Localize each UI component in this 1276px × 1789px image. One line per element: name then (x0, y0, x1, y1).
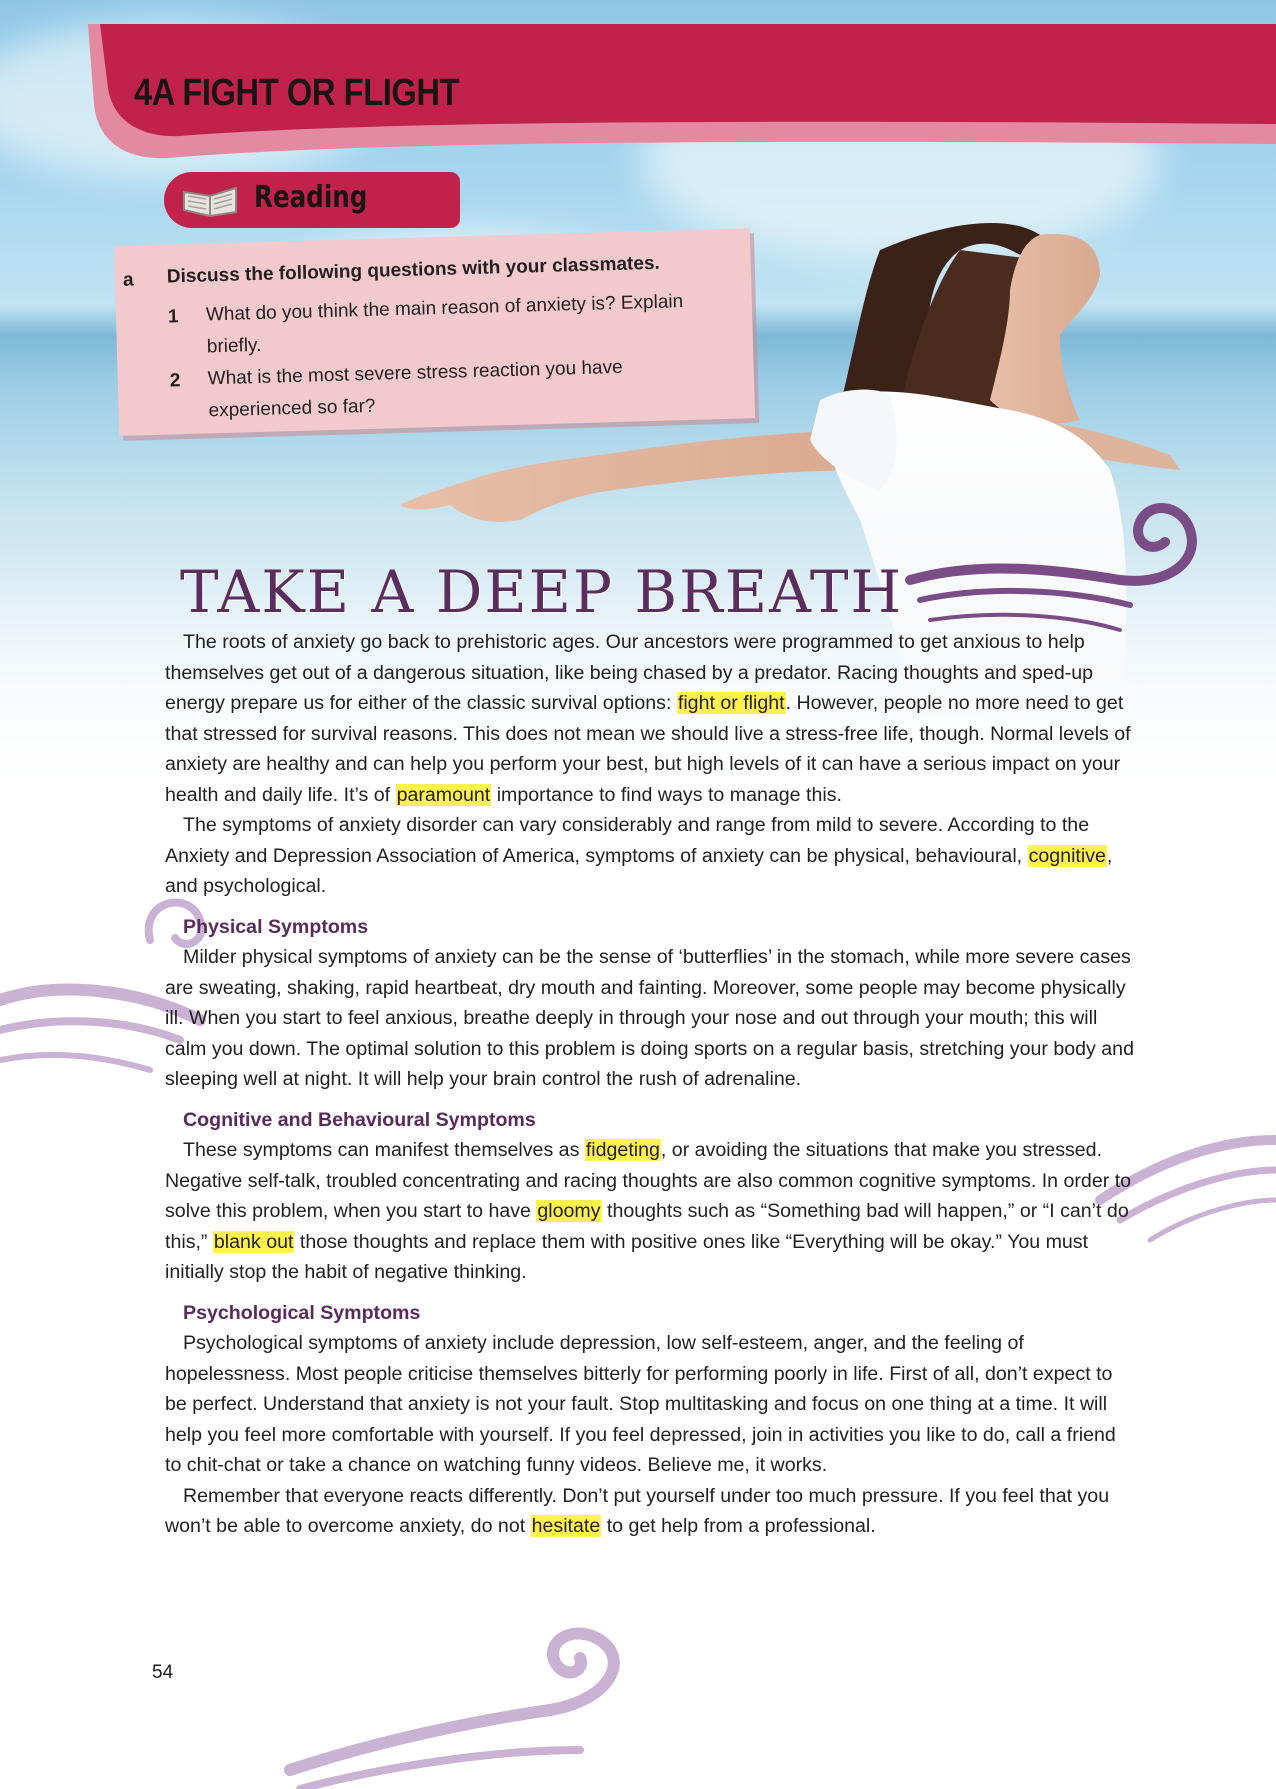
section-label: Reading (254, 180, 368, 215)
vocabulary-highlight: fight or flight (677, 692, 785, 714)
paragraph-text: importance to find ways to manage this. (491, 783, 842, 806)
article-paragraph: Psychological symptoms of anxiety include depression, low self-esteem, anger, and the feeling of hopelessness. Most people criticise themselves bitterly for performing poorly in life. First of all, don’t expect to be perfect. Understand that anxiety is not your fault. Stop multitasking and focus on one thing at a time. It will help you feel more comfortable with yourself. If you feel depressed, join in activities you like to do, call a friend to chit-chat or take a chance on watching funny videos. Believe me, it works. (165, 1332, 1116, 1476)
vocabulary-highlight: gloomy (537, 1200, 601, 1222)
book-icon (180, 182, 240, 218)
subheading-physical: Physical Symptoms (183, 915, 369, 938)
exercise-letter: a (122, 269, 134, 291)
paragraph-text: Remember that everyone reacts differently. Don’t put yourself under too much pressure. If you feel that you won’t be able to overcome anxiety, do not (165, 1484, 1110, 1537)
vocabulary-highlight: paramount (396, 783, 491, 806)
article-paragraph (165, 1135, 1135, 1288)
exercise-heading: Discuss the following questions with your classmates. (166, 252, 661, 288)
paragraph-text: The symptoms of anxiety disorder can vary considerably and range from mild to severe. According to the Anxiety and Depression Association of America, symptoms of anxiety can be physical, behavioural, (165, 814, 1090, 867)
vocabulary-highlight: fidgeting (585, 1139, 660, 1161)
article-paragraph (165, 810, 1135, 902)
paragraph-text: , or avoiding the situations that make you stressed. Negative self-talk, troubled concentrating and racing thoughts are also common cognitive symptoms. In order to solve this problem, when you start to have (165, 1139, 1132, 1222)
paragraph-text: , and psychological. (165, 844, 1113, 897)
swirl-decoration-bottom (280, 1600, 700, 1789)
article-paragraph (165, 627, 1135, 810)
subheading-psychological: Psychological Symptoms (183, 1301, 421, 1324)
paragraph-text: The roots of anxiety go back to prehistoric ages. Our ancestors were programmed to get anxious to help themselves get out of a dangerous situation, like being chased by a predator. Racing thoughts and sped-up energy prepare us for either of the classic survival options: (165, 631, 1094, 714)
vocabulary-highlight: cognitive (1028, 844, 1106, 867)
subheading-cognitive: Cognitive and Behavioural Symptoms (183, 1108, 536, 1131)
article-body (165, 627, 1135, 1542)
article-paragraph: Milder physical symptoms of anxiety can be the sense of ‘butterflies’ in the stomach, while more severe cases are sweating, shaking, rapid heartbeat, dry mouth and fainting. Moreover, some people may become physically ill. When you start to feel anxious, breathe deeply in through your nose and out through your mouth; this will calm you down. The optimal solution to this problem is doing sports on a regular basis, stretching your body and sleeping well at night. It will help your brain control the rush of adrenaline. (165, 946, 1134, 1090)
discussion-box (114, 228, 755, 436)
unit-title: 4A FIGHT OR FLIGHT (134, 72, 460, 114)
question-text: What do you think the main reason of anxiety is? Explain briefly. (205, 291, 684, 358)
vocabulary-highlight: hesitate (531, 1515, 601, 1537)
paragraph-text: to get help from a professional. (601, 1515, 876, 1537)
paragraph-text: . However, people no more need to get that stressed for survival reasons. This does not mean we should live a stress-free life, though. Normal levels of anxiety are healthy and can help you perform your best, but high levels of it can have a serious impact on your health and daily life. It’s of (165, 692, 1131, 806)
article-paragraph (165, 1481, 1135, 1542)
paragraph-text: those thoughts and replace them with positive ones like “Everything will be okay.” You must initially stop the habit of negative thinking. (165, 1230, 1089, 1283)
question-number: 1 (167, 306, 179, 328)
paragraph-text: These symptoms can manifest themselves as (183, 1139, 585, 1161)
article-headline: TAKE A DEEP BREATH (180, 558, 904, 626)
vocabulary-highlight: blank out (213, 1230, 294, 1253)
paragraph-text: thoughts such as “Something bad will happen,” or “I can’t do this,” (165, 1200, 1129, 1253)
question-number: 2 (169, 370, 181, 392)
page-number: 54 (152, 1662, 174, 1683)
question-text: What is the most severe stress reaction you have experienced so far? (207, 356, 623, 422)
